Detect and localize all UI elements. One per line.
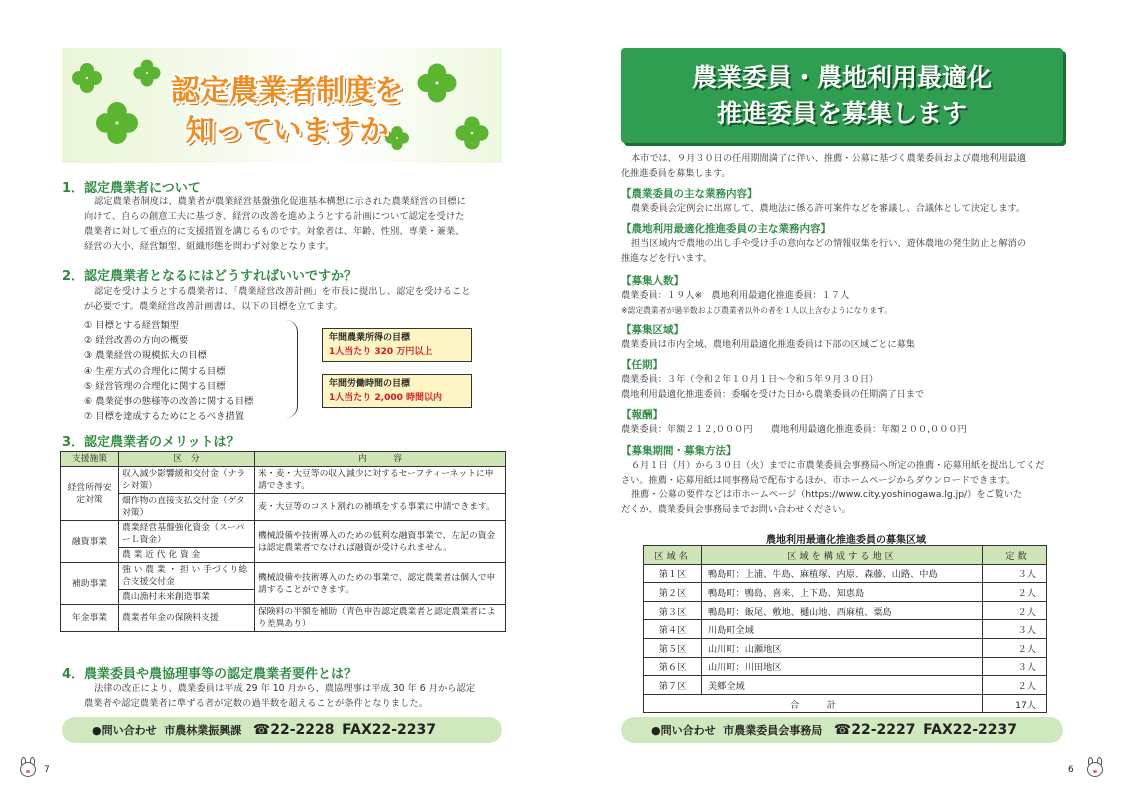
table-row: 経営所得安定対策 収入減少影響緩和交付金（ナラシ対策） 米・麦・大豆等の収入減少に対するセーフティーネットに申請できます。: [61, 467, 506, 494]
merit-table: 支援施策 区 分 内 容 経営所得安定対策 収入減少影響緩和交付金（ナラシ対策） 米・麦・大豆等の収入減少に対するセーフティーネットに申請できます。 畑作物の直接支払交付金（ゲタ対策） 麦・大豆等のコスト割れの補填をする事業に申請できます。 融資事業 農業経営基盤強化資金（スーパーＬ資金） 機械設備や技術導入のための低利な融資事業で、左記の資金は認定農業者でなければ融資が受けられません。 農 業 近 代 化 資 金 補助事業 強 い 農 業 ・ 担 い 手づくり総合支援交付金 機械設備や技術導入のための事業で、認定農業者は個人で申請することができます。 農山漁村未来創造事業 年金事業 農業者年金の保険料支援 保険料の半額を補助（青色申告認定農業者と認定農業者により差異あり）: [60, 451, 506, 632]
table-total-row: 合 計 17人: [644, 694, 1047, 713]
list-item: ④ 生産方式の合理化に関する目標: [84, 365, 226, 377]
sec2-text: 担当区域内で農地の出し手や受け手の意向などの情報収集を行い、遊休農地の発生防止と解消の 推進などを行います。: [621, 238, 1027, 264]
table-row: 第６区 山川町：川田地区 ３人: [644, 657, 1047, 676]
left-page: [0, 0, 560, 794]
sec3-text: 農業委員：１９人※ 農地利用最適化推進委員：１７人 ※認定農業者が過半数および農業者以外の者を１人以上含むようになります。: [621, 290, 892, 315]
clover-icon: [96, 102, 138, 144]
table-row: 第７区 美郷全域 ２人: [644, 676, 1047, 695]
clover-icon: [134, 60, 161, 87]
sec6-heading: 【報酬】: [621, 409, 663, 421]
section2-heading: 2．認定農業者となるにはどうすればいいですか？: [62, 269, 358, 284]
income-goal-box: 年間農業所得の目標 1人当たり 320 万円以上: [322, 328, 472, 362]
table-row: 農 業 近 代 化 資 金: [61, 548, 506, 563]
page-number: 6: [1068, 765, 1074, 775]
sec2-heading: 【農地利用最適化推進委員の主な業務内容】: [621, 223, 831, 235]
list-item: ② 経営改善の方向の概要: [84, 335, 189, 347]
right-banner-title: 農業委員・農地利用最適化 推進委員を募集します: [621, 48, 1063, 143]
mascot-icon: [18, 757, 38, 779]
left-banner-title: 認定農業者制度を 知っていますか: [170, 73, 403, 147]
clover-banner: [62, 48, 502, 163]
table-row: 第５区 山川町：山瀬地区 ２人: [644, 638, 1047, 657]
sec5-heading: 【任期】: [621, 359, 663, 371]
table-row: 年金事業 農業者年金の保険料支援 保険料の半額を補助（青色申告認定農業者と認定農業者により差異あり）: [61, 605, 506, 632]
table-row: 補助事業 強 い 農 業 ・ 担 い 手づくり総合支援交付金 機械設備や技術導入のための事業で、認定農業者は個人で申請することができます。: [61, 563, 506, 590]
contact-bar: ●問い合わせ 市農林業振興課 ☎22-2228 FAX22-2237: [62, 717, 502, 743]
section2-text: 認定を受けようとする農業者は、「農業経営改善計画」を市長に提出し、認定を受けること が必要です。農業経営改善計画書は、以下の目標を立てます。: [84, 286, 471, 312]
sec4-heading: 【募集区域】: [621, 324, 684, 336]
sec1-text: 農業委員会定例会に出席して、農地法に係る許可案件などを審議し、合議体として決定します。: [631, 203, 1026, 214]
sec7-heading: 【募集期間・募集方法】: [621, 445, 737, 457]
sec1-heading: 【農業委員の主な業務内容】: [621, 188, 758, 200]
contact-bar: ●問い合わせ 市農業委員会事務局 ☎22-2227 FAX22-2237: [621, 717, 1063, 743]
list-item: ⑥ 農業従事の態様等の改善に関する目標: [84, 396, 254, 408]
sec4-text: 農業委員は市内全域、農地利用最適化推進委員は下部の区域ごとに募集: [621, 339, 915, 350]
section3-heading: 3．認定農業者のメリットは？: [62, 435, 240, 450]
table-row: 農山漁村未来創造事業: [61, 590, 506, 605]
page-number: 7: [44, 765, 50, 775]
table-row: 第２区 鴨島町：鴨島、喜来、上下島、知恵島 ２人: [644, 583, 1047, 602]
section4-heading: 4．農業委員や農協理事等の認定農業者要件とは？: [62, 667, 358, 682]
sec6-text: 農業委員：年額２１２,０００円 農地利用最適化推進委員：年額２００,０００円: [621, 424, 967, 435]
right-page: [563, 0, 1123, 794]
area-table: 区域名 区域を構成する地区 定数 第１区 鴨島町：上浦、牛島、麻植塚、内原、森藤、山路、中島 ３人 第２区 鴨島町：鴨島、喜来、上下島、知恵島 ２人 第３区 鴨島町：飯尾、敷地、樋山地、西麻植、粟島 ２人 第４区 川島町全域 ３人 第５区 山川町：山瀬地区 ２人 第６区 山川町：川田地区 ３人 第７区 美郷全域 ２人 合 計 17人: [643, 545, 1047, 713]
table-row: 第１区 鴨島町：上浦、牛島、麻植塚、内原、森藤、山路、中島 ３人: [644, 564, 1047, 583]
sec3-heading: 【募集人数】: [621, 275, 684, 287]
area-table-title: 農地利用最適化推進委員の募集区域: [766, 535, 926, 546]
section1-heading: 1．認定農業者について: [62, 181, 201, 196]
intro-text: 本市では、９月３０日の任用期間満了に伴い、推薦・公募に基づく農業委員および農地利用最適 化推進委員を募集します。: [621, 153, 1027, 179]
list-item: ③ 農業経営の規模拡大の目標: [84, 350, 207, 362]
clover-icon: [456, 117, 489, 150]
sec5-text: 農業委員：３年（令和２年１０月１日～令和５年９月３０日） 農地利用最適化推進委員：委嘱を受けた日から農業委員の任期満了日まで: [621, 374, 925, 400]
section1-text: 認定農業者制度は、農業者が農業経営基盤強化促進基本構想に示された農業経営の目標に 向けて、自らの創意工夫に基づき、経営の改善を進めようとする計画について認定を受けた 農業者に対して重点的に支援措置を講じるものです。対象者は、年齢、性別、専業・兼業、 経営の大小、経営類型、組織形態を問わず対象となります。: [84, 196, 466, 252]
table-row: 畑作物の直接支払交付金（ゲタ対策） 麦・大豆等のコスト割れの補填をする事業に申請できます。: [61, 494, 506, 521]
mascot-icon: [1085, 757, 1105, 779]
table-row: 融資事業 農業経営基盤強化資金（スーパーＬ資金） 機械設備や技術導入のための低利な融資事業で、左記の資金は認定農業者でなければ融資が受けられません。: [61, 521, 506, 548]
sec7-text: ６月１日（月）から３０日（火）までに市農業委員会事務局へ所定の推薦・応募用紙を提出してくだ さい。推薦・応募用紙は同事務局で配布するほか、市ホームページからダウンロードできます。 推薦・公募の要件などは市ホームページ（https://www.city.yoshinogawa.lg.jp/）をご覧いた だくか、農業委員会事務局までお問い合わせください。: [621, 460, 1045, 515]
list-item: ⑦ 目標を達成するためにとるべき措置: [84, 411, 245, 423]
goal-list: [84, 318, 294, 424]
table-row: 第３区 鴨島町：飯尾、敷地、樋山地、西麻植、粟島 ２人: [644, 601, 1047, 620]
section4-text: 法律の改正により、農業委員は平成 29 年 10 月から、農協理事は平成 30 年 6 月から認定 農業者や認定農業者に準ずる者が定数の過半数を超えることが条件となりました。: [84, 683, 476, 709]
brace: [284, 320, 298, 418]
list-item: ① 目標とする経営類型: [84, 320, 179, 331]
table-row: 第４区 川島町全域 ３人: [644, 620, 1047, 639]
clover-icon: [418, 64, 457, 103]
list-item: ⑤ 経営管理の合理化に関する目標: [84, 380, 226, 392]
clover-icon: [72, 63, 102, 93]
worktime-goal-box: 年間労働時間の目標 1人当たり 2,000 時間以内: [322, 374, 472, 408]
